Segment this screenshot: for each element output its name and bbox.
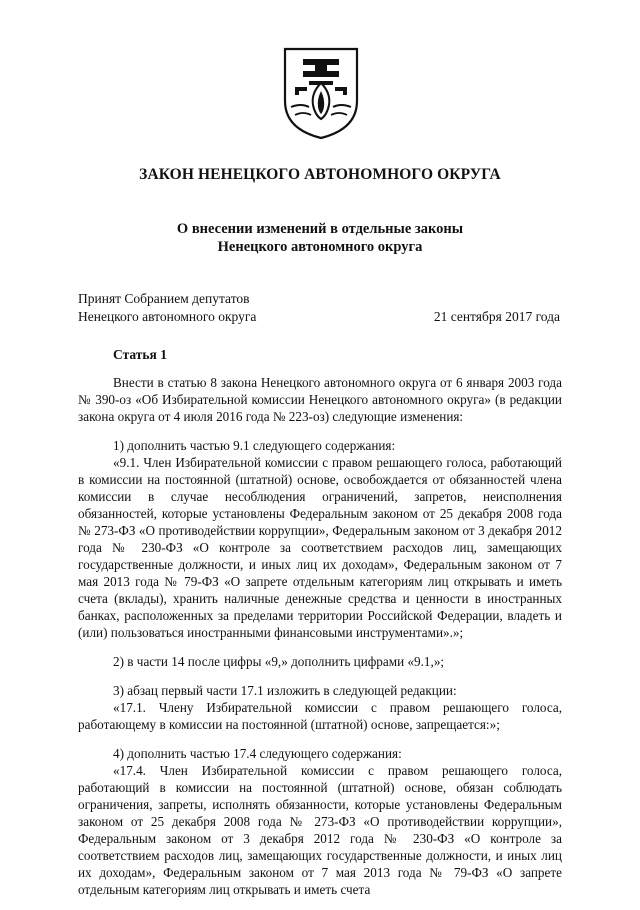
intro-paragraph: Внести в статью 8 закона Ненецкого автономного округа от 6 января 2003 года № 390-оз «Об Избирательной комиссии Ненецкого автономного округа» (в редакции закона округа от 4 июля 2016 года № 223-оз) следующие изменения: [78, 375, 562, 424]
item-4: 4) дополнить частью 17.4 следующего содержания: [113, 746, 402, 761]
article-heading: Статья 1 [113, 347, 167, 362]
adopted-by [78, 290, 256, 326]
law-subtitle [0, 220, 640, 256]
subtitle-line: Ненецкого автономного округа [217, 239, 423, 255]
law-title: ЗАКОН НЕНЕЦКОГО АВТОНОМНОГО ОКРУГА [139, 166, 501, 183]
adoption-date: 21 сентября 2017 года [433, 309, 560, 324]
adopted-line: Принят Собранием депутатов [78, 291, 250, 306]
item-1: 1) дополнить частью 9.1 следующего содержания: [113, 438, 396, 453]
item-3: 3) абзац первый части 17.1 изложить в следующей редакции: [113, 683, 457, 698]
item-3-text: «17.1. Члену Избирательной комиссии с правом решающего голоса, работающему в комиссии на постоянной (штатной) основе, запрещается:»; [78, 700, 562, 732]
item-2: 2) в части 14 после цифры «9,» дополнить цифрами «9.1,»; [113, 654, 445, 669]
item-1-text: «9.1. Член Избирательной комиссии с правом решающего голоса, работающий в комиссии на постоянной (штатной) основе, освобождается от обязанностей члена комиссии в случае несоблюдения ограничений, запретов, неисполнения обязанностей, которые установлены Федеральным законом от 25 декабря 2008 года № 273-ФЗ «О противодействии коррупции», Федеральным законом от 3 декабря 2012 года № 230-ФЗ «О контроле за соответствием расходов лиц, замещающих государственные должности, и иных лиц их доходам», Федеральным законом от 7 мая 2013 года № 79-ФЗ «О запрете отдельным категориям лиц открывать и иметь счета (вклады), хранить наличные денежные средства и ценности в иностранных банках, расположенных за пределами территории Российской Федерации, владеть и (или) пользоваться иностранными финансовыми инструментами».»; [78, 455, 562, 640]
subtitle-line: О внесении изменений в отдельные законы [176, 221, 464, 237]
article-body [78, 374, 562, 910]
adopted-line: Ненецкого автономного округа [78, 309, 257, 324]
nenets-okrug-coat-of-arms-icon [281, 45, 361, 141]
item-4-text: «17.4. Член Избирательной комиссии с правом решающего голоса, работающий в комиссии на постоянной (штатной) основе, обязан соблюдать ограничения, запреты, исполнять обязанности, которые установлены Федеральным законом от 25 декабря 2008 года № 273-ФЗ «О противодействии коррупции», Федеральным законом от 3 декабря 2012 года № 230-ФЗ «О контроле за соответствием расходов лиц, замещающих государственные должности, и иных лиц их доходам», Федеральным законом от 7 мая 2013 года № 79-ФЗ «О запрете отдельным категориям лиц открывать и иметь счета [78, 763, 562, 897]
